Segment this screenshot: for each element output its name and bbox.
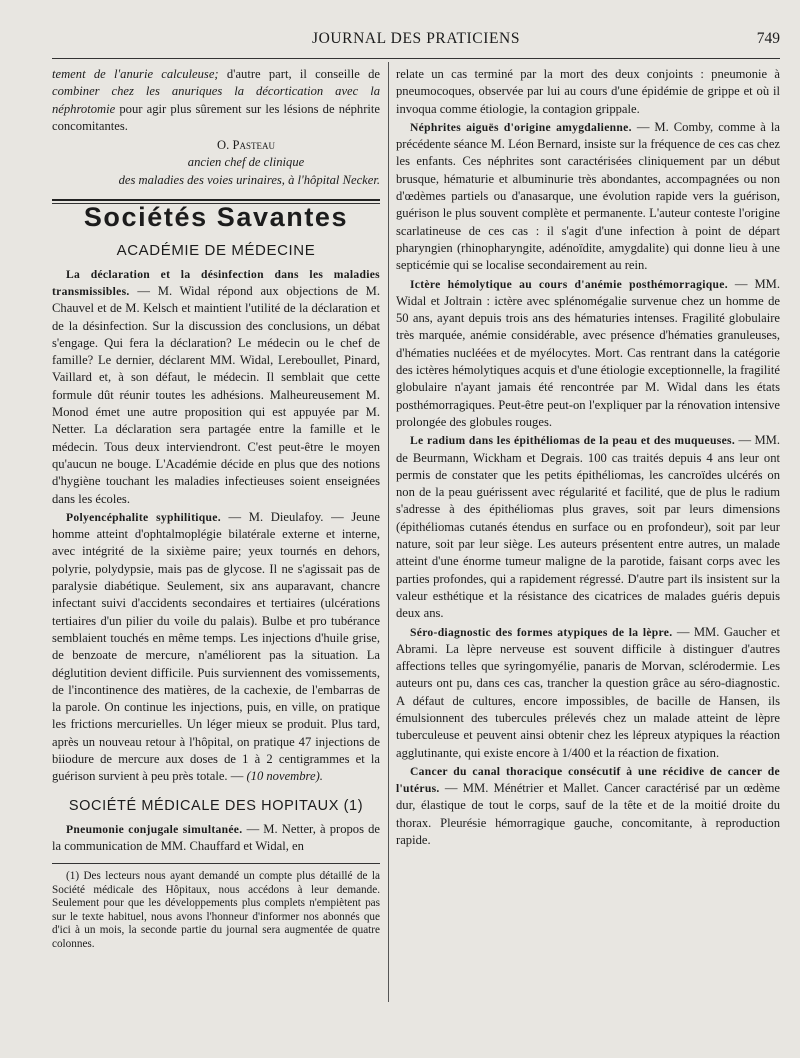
article-ictere <box>396 276 780 432</box>
author-role-2: des maladies des voies urinaires, à l'hôpital Necker. <box>118 172 380 187</box>
intro-text-1: d'autre part, il conseille de <box>218 67 380 81</box>
rubric-declaration: La déclaration et la désinfection dans les maladies transmissibles. <box>52 267 380 298</box>
running-header <box>52 30 780 52</box>
article-nephrites <box>396 119 780 275</box>
text-lepre: — MM. Gaucher et Abrami. La lèpre nerveuse est souvent difficile à distinguer d'autres affections telles que syringomyélie, panaris de Morvan, sclérodermie. Les auteurs ont pu, dans ces cas, trancher la question grâce au séro-diagnostic. A défaut de cultures, encore impossibles, de bacille de Hansen, ils émulsionnent des tubercules prélevés chez un malade atteint de lèpre tuberculeuse et peuvent ainsi obtenir chez les lépreux atypiques la réaction agglutinante, qui existe encore à 1/400 et la réaction de fixation. <box>396 624 780 760</box>
date-polyencephalite: (10 novembre). <box>246 769 323 784</box>
article-declaration <box>52 266 380 508</box>
journal-title: JOURNAL DES PRATICIENS <box>311 30 521 47</box>
text-radium: — MM. de Beurmann, Wickham et Degrais. 100 cas traités depuis 4 ans leur ont permis de constater que les petits épithéliomas, les cancroïdes ulcérés on non de la peau guérissent avec régularité et facilité, que de plus le radium s'adresse à des épithéliomas plus graves, soit par leurs dimensions (épithéliomas cutanés étendus en surface ou en profondeur), soit par leur nature, soit par leur siège. Les auteurs présentent entre autres, un malade atteint d'une énorme tumeur maligne de la parotide, faisant corps avec les parties profondes, qui a rapidement régressé. D'autre part ils insistent sur la valeur esthétique et la résistance des cicatrices de malades guéris depuis deux ans. <box>396 433 780 621</box>
article-cancer <box>396 763 780 849</box>
footnote: (1) Des lecteurs nous ayant demandé un compte plus détaillé de la Société médicale des Hôpitaux, nous accédons à leur demande. Seulement pour que les développements plus complets n'empiètent pas sur le texte habituel, nous avons l'honneur d'informer nos abonnés que d'ici à un mois, la seconde partie du journal sera augmentée de quatre colonnes. <box>52 870 380 950</box>
section-rule <box>52 199 380 201</box>
academy-heading: ACADÉMIE DE MÉDECINE <box>116 242 316 260</box>
intro-italic-1: tement de l'anurie calculeuse; <box>52 67 219 81</box>
footnote-rule <box>52 863 380 864</box>
text-polyencephalite: — M. Dieulafoy. — Jeune homme atteint d'ophtalmoplégie bilatérale externe et interne, avec intégrité de la sixième paire; yeux tournés en dehors, polyrie, polydypsie, mais pas de glycose. Il ne s'agissait pas de paralysie diabétique. Seulement, six ans auparavant, chancre infectant suivi d'accidents secondaires et tertiaires (ulcérations tertiaires d'un pilier du voile du palais). Bulbe et pro tubérance semblaient touchés en même temps. Les injections d'huile grise, de benzoate de mercure, n'améliorent pas la situation. La déglutition devient difficile. Puis surviennent des vomissements, de l'incontinence des matières, de la cachexie, de l'embarras de la parole. On continue les injections, puis, en ville, on pratique les frictions mercurielles. Un léger mieux se produit. Plus tard, après un nouveau retour à l'hôpital, on pratique 47 injections de biiodure de mercure aux doses de 1 à 2 centigrammes et la guérison survient à peu près totale. — <box>52 509 380 784</box>
text-declaration: — M. Widal répond aux objections de M. Chauvel et de M. Kelsch et maintient l'utilité de la déclaration et de la désinfection. Sur la discussion des conclusions, un débat s'engage. Qui fera la déclaration? Le médecin ou le chef de famille? Le dernier, déclarent MM. Widal, Lereboullet, Pinard, Vaillard et, à son défaut, le médecin. Il semblait que cette formule dût réunir toutes les adhésions. Malheureusement M. Monod émet une autre proposition qui est appuyée par M. Netter. La déclaration sera partagée entre la famille et le médecin. Tous deux interviendront. C'est peut-être le moyen qu'aucun ne bouge. L'Académie décide en plus que des notions d'hygiène touchant les maladies infectieuses soient enseignées dans les écoles. <box>52 283 380 506</box>
text-pneumonie: — M. Netter, à propos de la communication de MM. Chauffard et Widal, en <box>52 821 380 854</box>
article-radium <box>396 432 780 622</box>
text-ictere: — MM. Widal et Joltrain : ictère avec splénomégalie survenue chez un homme de 50 ans, ayant depuis trois ans des hématuries intenses. Fragilité globulaire très marquée, anémie considérable, avec présence d'hématies granuleuses, d'hématies nucléées et de myélocytes. Mort. Cas rentrant dans la catégorie des ictères hémolytiques acquis et d'une étiologie exceptionnelle, la fragilité globulaire n'ayant jamais été rencontrée par M. Widal dans les états posthémorragiques. Peut-être peut-on l'expliquer par la rénovation intensive prolongée des globules rouges. <box>396 276 781 429</box>
article-pneumonie <box>52 821 380 856</box>
header-rule <box>52 58 780 59</box>
text-nephrites: — M. Comby, comme à la précédente séance M. Léon Bernard, insiste sur la fréquence de ces cas chez les enfants. Ces néphrites sont caractérisées cliniquement par un début brusque, hématurie et albuminurie très abondantes, accompagnées ou non d'œdèmes partiels ou d'anasarque, une évolution rapide vers la guérison, guérison le plus souvent complète et permanente. L'auteur conteste l'origine scarlatineuse de ces cas : il s'agit d'une infection à point de départ pharyngien (rhinopharyngite, adénoïdite, amygdalite) qui donne lieu à une septicémie qui se localise secondairement au rein. <box>396 119 780 273</box>
text-cancer: — MM. Ménétrier et Mallet. Cancer caractérisé par un œdème dur, élastique de tout le corps, sauf de la tête et de la moitié droite du thorax. Pleurésie hémorragique gauche, concomitante, à reproduction rapide. <box>396 781 780 848</box>
rubric-pneumonie: Pneumonie conjugale simultanée. <box>66 822 243 836</box>
intro-italic-2: combiner chez les anuriques la décortication avec la néphrotomie <box>52 84 380 116</box>
signature <box>52 137 380 189</box>
society-heading: SOCIÉTÉ MÉDICALE DES HOPITAUX (1) <box>68 797 364 814</box>
article-lepre <box>396 624 780 762</box>
rubric-cancer: Cancer du canal thoracique consécutif à une récidive de cancer de l'utérus. <box>396 764 780 796</box>
continuation-paragraph: relate un cas terminé par la mort des deux conjoints : pneumonie à pneumocoques, observée par lui au cours d'une épidémie de grippe et où il invoqua comme étiologie, la contagion grippale. <box>396 67 780 116</box>
right-column <box>396 66 780 850</box>
left-column <box>52 66 380 952</box>
article-polyencephalite <box>52 509 380 786</box>
page-number: 749 <box>756 30 780 47</box>
rubric-lepre: Séro-diagnostic des formes atypiques de la lèpre. <box>410 625 673 639</box>
section-title: Sociétés Savantes <box>83 202 349 233</box>
rubric-nephrites: Néphrites aiguës d'origine amygdalienne. <box>410 120 632 134</box>
author-name: O. Pasteau <box>217 138 275 153</box>
rubric-polyencephalite: Polyencéphalite syphilitique. <box>66 510 221 524</box>
rubric-ictere: Ictère hémolytique au cours d'anémie posthémorragique. <box>410 277 728 291</box>
intro-text-2: pour agir plus sûrement sur les lésions de néphrite concomitantes. <box>52 101 380 133</box>
column-divider <box>388 62 389 1002</box>
intro-paragraph <box>52 66 380 135</box>
rubric-radium: Le radium dans les épithéliomas de la peau et des muqueuses. <box>410 434 736 448</box>
author-role-1: ancien chef de clinique <box>187 155 305 170</box>
